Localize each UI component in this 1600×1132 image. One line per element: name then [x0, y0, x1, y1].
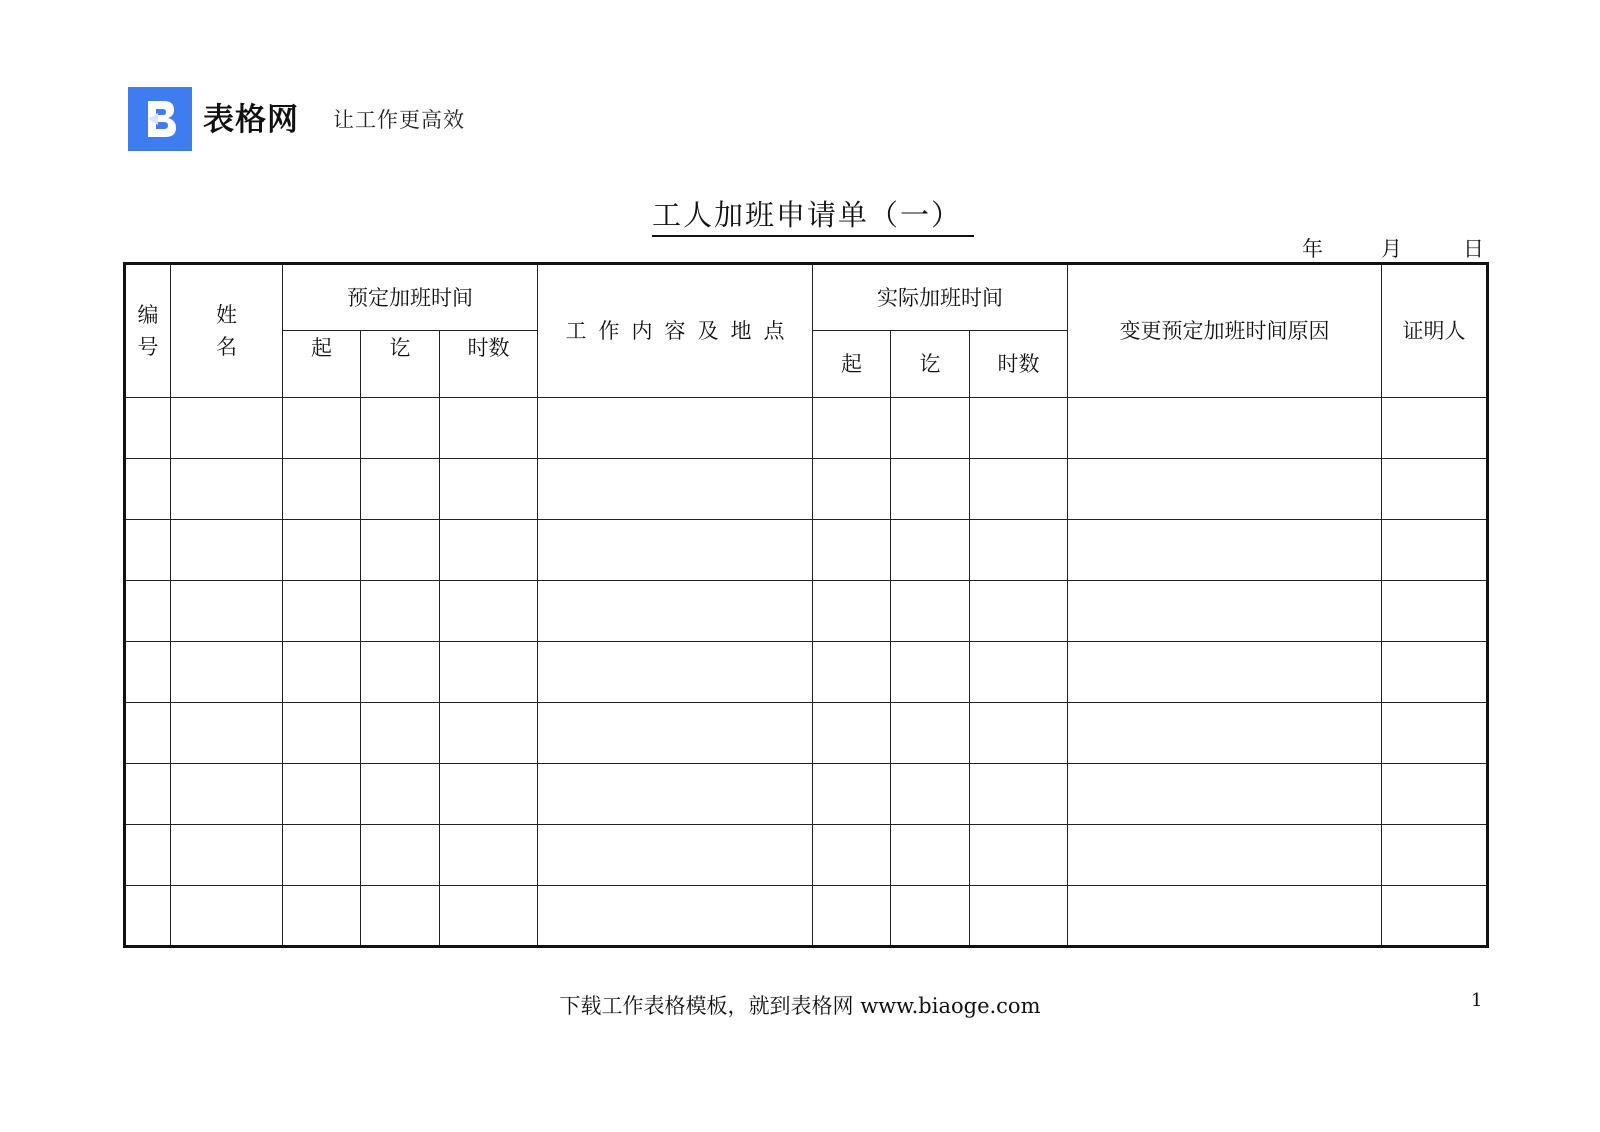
table-row [125, 764, 1488, 825]
cell-number[interactable] [125, 642, 171, 703]
cell-planned-start[interactable] [283, 459, 361, 520]
cell-actual-end[interactable] [891, 886, 970, 947]
cell-actual-end[interactable] [891, 581, 970, 642]
cell-change-reason[interactable] [1068, 825, 1382, 886]
cell-planned-hours[interactable] [440, 764, 538, 825]
cell-planned-end[interactable] [361, 642, 440, 703]
table-row [125, 581, 1488, 642]
cell-planned-hours[interactable] [440, 825, 538, 886]
header-planned-start: 起 [283, 331, 361, 398]
cell-actual-hours[interactable] [970, 764, 1068, 825]
brand-slogan: 让工作更高效 [333, 108, 465, 132]
cell-planned-end[interactable] [361, 459, 440, 520]
cell-number[interactable] [125, 398, 171, 459]
cell-work-content[interactable] [538, 886, 813, 947]
cell-witness[interactable] [1382, 886, 1488, 947]
cell-planned-end[interactable] [361, 764, 440, 825]
header-name [171, 264, 283, 398]
footer-text: 下载工作表格模板，就到表格网 www.biaoge.com [559, 994, 1041, 1018]
cell-actual-end[interactable] [891, 703, 970, 764]
header-planned-end: 讫 [361, 331, 440, 398]
overtime-application-table [123, 262, 1489, 948]
cell-number[interactable] [125, 581, 171, 642]
table-row [125, 642, 1488, 703]
cell-witness[interactable] [1382, 398, 1488, 459]
cell-planned-end[interactable] [361, 886, 440, 947]
cell-work-content[interactable] [538, 459, 813, 520]
header-witness: 证明人 [1382, 264, 1488, 398]
cell-actual-end[interactable] [891, 825, 970, 886]
header-planned-hours: 时数 [440, 331, 538, 398]
cell-name[interactable] [171, 581, 283, 642]
brand-name: 表格网 [203, 102, 299, 138]
cell-change-reason[interactable] [1068, 520, 1382, 581]
cell-witness[interactable] [1382, 581, 1488, 642]
cell-planned-start[interactable] [283, 398, 361, 459]
cell-name[interactable] [171, 825, 283, 886]
cell-actual-start[interactable] [813, 398, 891, 459]
cell-change-reason[interactable] [1068, 459, 1382, 520]
cell-change-reason[interactable] [1068, 581, 1382, 642]
cell-actual-hours[interactable] [970, 520, 1068, 581]
cell-planned-hours[interactable] [440, 703, 538, 764]
cell-work-content[interactable] [538, 581, 813, 642]
cell-actual-end[interactable] [891, 398, 970, 459]
cell-planned-hours[interactable] [440, 642, 538, 703]
table-row [125, 886, 1488, 947]
cell-change-reason[interactable] [1068, 398, 1382, 459]
table-row [125, 825, 1488, 886]
cell-actual-hours[interactable] [970, 398, 1068, 459]
biaoge-logo-icon [128, 87, 192, 151]
cell-actual-hours[interactable] [970, 642, 1068, 703]
cell-actual-end[interactable] [891, 642, 970, 703]
cell-name[interactable] [171, 642, 283, 703]
table-row [125, 398, 1488, 459]
cell-name[interactable] [171, 886, 283, 947]
cell-name[interactable] [171, 764, 283, 825]
cell-witness[interactable] [1382, 520, 1488, 581]
cell-change-reason[interactable] [1068, 703, 1382, 764]
cell-number[interactable] [125, 520, 171, 581]
header-actual-end: 讫 [891, 331, 970, 398]
cell-change-reason[interactable] [1068, 886, 1382, 947]
cell-planned-start[interactable] [283, 642, 361, 703]
cell-planned-end[interactable] [361, 703, 440, 764]
date-day-label: 日 [1463, 237, 1484, 261]
cell-number[interactable] [125, 703, 171, 764]
cell-planned-start[interactable] [283, 825, 361, 886]
cell-actual-start[interactable] [813, 520, 891, 581]
cell-planned-hours[interactable] [440, 459, 538, 520]
date-month-label: 月 [1381, 237, 1402, 261]
cell-actual-hours[interactable] [970, 581, 1068, 642]
cell-change-reason[interactable] [1068, 764, 1382, 825]
cell-witness[interactable] [1382, 642, 1488, 703]
cell-witness[interactable] [1382, 459, 1488, 520]
cell-number[interactable] [125, 825, 171, 886]
header-number [125, 264, 171, 398]
cell-actual-start[interactable] [813, 581, 891, 642]
cell-actual-end[interactable] [891, 459, 970, 520]
cell-work-content[interactable] [538, 703, 813, 764]
table-row [125, 520, 1488, 581]
cell-planned-start[interactable] [283, 520, 361, 581]
cell-actual-hours[interactable] [970, 703, 1068, 764]
cell-work-content[interactable] [538, 398, 813, 459]
header-work-content-label: 工作内容及地点 [565, 319, 797, 343]
cell-actual-end[interactable] [891, 520, 970, 581]
cell-number[interactable] [125, 459, 171, 520]
cell-witness[interactable] [1382, 764, 1488, 825]
cell-planned-end[interactable] [361, 825, 440, 886]
cell-work-content[interactable] [538, 642, 813, 703]
cell-planned-end[interactable] [361, 520, 440, 581]
cell-name[interactable] [171, 520, 283, 581]
cell-planned-hours[interactable] [440, 398, 538, 459]
cell-planned-hours[interactable] [440, 520, 538, 581]
header-name-label: 姓名 [216, 303, 237, 359]
cell-planned-start[interactable] [283, 886, 361, 947]
cell-witness[interactable] [1382, 703, 1488, 764]
cell-name[interactable] [171, 398, 283, 459]
cell-planned-hours[interactable] [440, 886, 538, 947]
cell-actual-hours[interactable] [970, 825, 1068, 886]
cell-work-content[interactable] [538, 825, 813, 886]
cell-actual-start[interactable] [813, 703, 891, 764]
cell-actual-start[interactable] [813, 825, 891, 886]
cell-witness[interactable] [1382, 825, 1488, 886]
cell-number[interactable] [125, 764, 171, 825]
cell-work-content[interactable] [538, 520, 813, 581]
header-actual-hours: 时数 [970, 331, 1068, 398]
cell-name[interactable] [171, 703, 283, 764]
cell-work-content[interactable] [538, 764, 813, 825]
cell-planned-start[interactable] [283, 764, 361, 825]
date-year-label: 年 [1302, 237, 1323, 261]
cell-planned-end[interactable] [361, 398, 440, 459]
cell-actual-start[interactable] [813, 886, 891, 947]
header-number-label: 编号 [137, 303, 159, 359]
cell-planned-end[interactable] [361, 581, 440, 642]
cell-actual-start[interactable] [813, 642, 891, 703]
cell-actual-hours[interactable] [970, 459, 1068, 520]
page-number: 1 [1471, 990, 1483, 1011]
cell-planned-start[interactable] [283, 581, 361, 642]
cell-actual-start[interactable] [813, 459, 891, 520]
table-row [125, 703, 1488, 764]
cell-actual-start[interactable] [813, 764, 891, 825]
cell-number[interactable] [125, 886, 171, 947]
table-row [125, 459, 1488, 520]
header-planned-time: 预定加班时间 [283, 264, 538, 331]
header-change-reason: 变更预定加班时间原因 [1068, 264, 1382, 398]
form-title: 工人加班申请单（一） [652, 193, 974, 237]
cell-name[interactable] [171, 459, 283, 520]
header-actual-start: 起 [813, 331, 891, 398]
cell-planned-hours[interactable] [440, 581, 538, 642]
cell-actual-hours[interactable] [970, 886, 1068, 947]
header-actual-time: 实际加班时间 [813, 264, 1068, 331]
header-work-content [538, 264, 813, 398]
cell-actual-end[interactable] [891, 764, 970, 825]
cell-change-reason[interactable] [1068, 642, 1382, 703]
cell-planned-start[interactable] [283, 703, 361, 764]
